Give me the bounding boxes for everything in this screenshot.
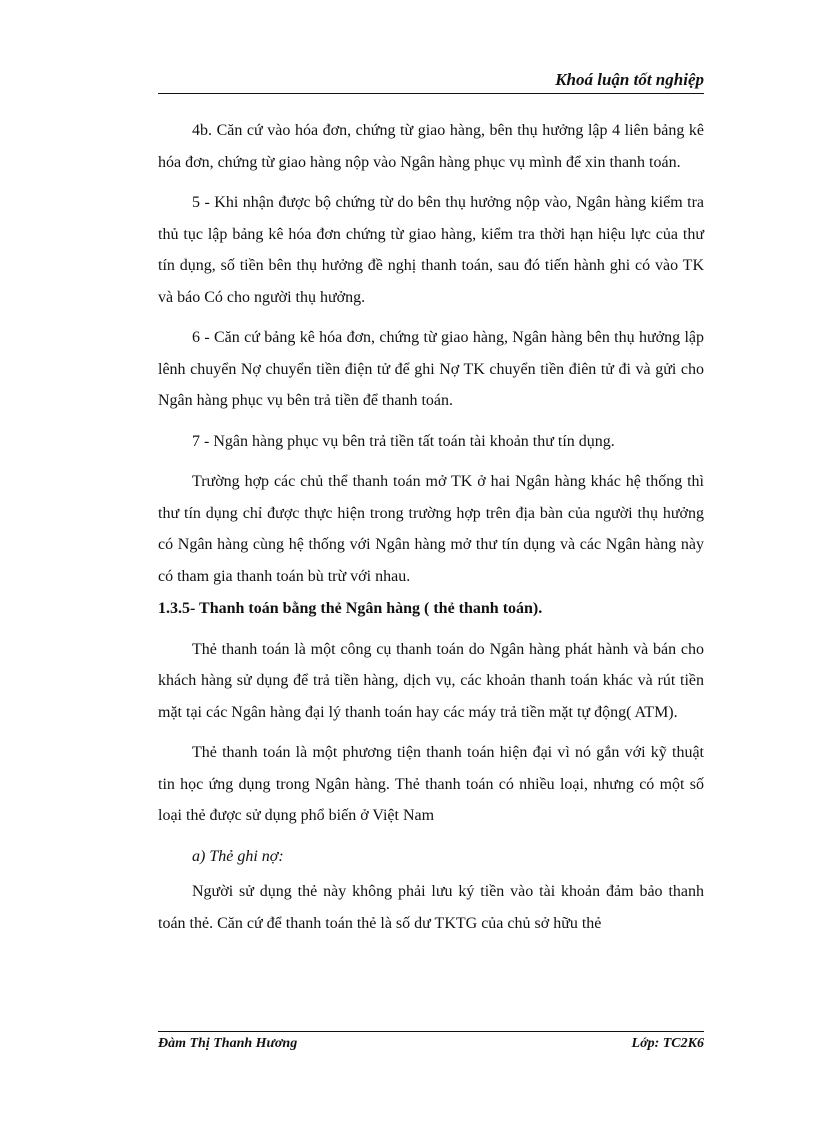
page-footer bbox=[158, 1036, 704, 1060]
author-name: Đàm Thị Thanh Hương bbox=[158, 1036, 298, 1051]
header-rule bbox=[158, 93, 704, 94]
paragraph-4b: 4b. Căn cứ vào hóa đơn, chứng từ giao hàng, bên thụ hưởng lập 4 liên bảng kê hóa đơn, chứng từ giao hàng nộp vào Ngân hàng phục vụ mình để xin thanh toán. bbox=[158, 122, 704, 171]
footer-rule bbox=[158, 1031, 704, 1032]
header-title: Khoá luận tốt nghiệp bbox=[555, 70, 704, 89]
class-label: Lớp: TC2K6 bbox=[631, 1036, 704, 1051]
page-header bbox=[158, 70, 704, 94]
paragraph-5: 5 - Khi nhận được bộ chứng từ do bên thụ hưởng nộp vào, Ngân hàng kiểm tra thủ tục lập bảng kê hóa đơn chứng từ giao hàng, kiểm tra thời hạn hiệu lực của thư tín dụng, số tiền bên thụ hưởng đề nghị thanh toán, sau đó tiến hành ghi có vào TK và báo Có cho người thụ hưởng. bbox=[158, 194, 704, 306]
document-body bbox=[158, 115, 704, 948]
paragraph-card-types: Thẻ thanh toán là một phương tiện thanh toán hiện đại vì nó gắn với kỹ thuật tin học ứng dụng trong Ngân hàng. Thẻ thanh toán có nhiều loại, nhưng có một số loại thẻ được sử dụng phổ biến ở Việt Nam bbox=[158, 744, 704, 824]
subheading-debit-card: a) Thẻ ghi nợ: bbox=[192, 847, 284, 865]
paragraph-7: 7 - Ngân hàng phục vụ bên trả tiền tất toán tài khoản thư tín dụng. bbox=[192, 432, 615, 450]
paragraph-card-definition: Thẻ thanh toán là một công cụ thanh toán do Ngân hàng phát hành và bán cho khách hàng sử dụng để trả tiền hàng, dịch vụ, các khoản thanh toán khác và rút tiền mặt tại các Ngân hàng đại lý thanh toán hay các máy trả tiền mặt tự động( ATM). bbox=[158, 640, 704, 721]
paragraph-other-systems: Trường hợp các chủ thể thanh toán mở TK ở hai Ngân hàng khác hệ thống thì thư tín dụng chỉ được thực hiện trong trường hợp trên địa bàn của người thụ hưởng có Ngân hàng cùng hệ thống với Ngân hàng mở thư tín dụng và các Ngân hàng này có tham gia thanh toán bù trừ với nhau. bbox=[158, 473, 704, 585]
paragraph-6: 6 - Căn cứ bảng kê hóa đơn, chứng từ giao hàng, Ngân hàng bên thụ hưởng lập lênh chuyển Nợ chuyển tiền điện tử để ghi Nợ TK chuyển tiền điên tử đi và gửi cho Ngân hàng phục vụ bên trả tiền để thanh toán. bbox=[158, 329, 704, 409]
paragraph-debit-card: Người sử dụng thẻ này không phải lưu ký tiền vào tài khoản đảm bảo thanh toán thẻ. Căn cứ để thanh toán thẻ là số dư TKTG của chủ sở hữu thẻ bbox=[158, 883, 704, 932]
section-heading: 1.3.5- Thanh toán bằng thẻ Ngân hàng ( thẻ thanh toán). bbox=[158, 600, 543, 617]
